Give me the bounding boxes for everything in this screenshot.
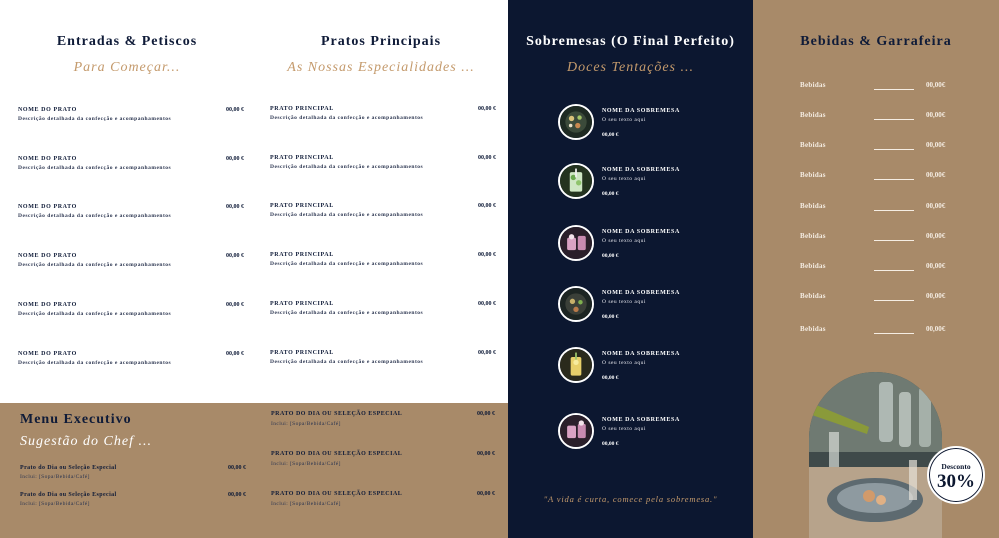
pink-dessert-icon	[558, 225, 594, 261]
drink-price: 00,00€	[926, 292, 946, 300]
drink-divider	[874, 240, 914, 241]
dessert-price: 00,00 €	[602, 191, 619, 197]
item-name: PRATO PRINCIPAL	[270, 203, 334, 209]
dessert-text: O seu texto aqui	[602, 360, 646, 366]
special-item	[271, 411, 495, 427]
dessert-text: O seu texto aqui	[602, 176, 646, 182]
item-name: PRATO PRINCIPAL	[270, 252, 334, 258]
sobremesas-subtitle: Doces Tentações ...	[567, 60, 694, 75]
menu-item	[270, 301, 496, 316]
menu-item	[270, 106, 496, 121]
drink-item	[800, 262, 950, 274]
drink-item	[800, 325, 950, 337]
drink-divider	[874, 270, 914, 271]
item-price: 00,00 €	[226, 204, 244, 210]
drink-price: 00,00€	[926, 111, 946, 119]
dessert-plate-icon	[558, 104, 594, 140]
dessert-price: 00,00 €	[602, 375, 619, 381]
menu-item	[18, 253, 244, 268]
special-item-price: 00,00 €	[477, 451, 495, 457]
executivo-item-name: Prato do Dia ou Seleção Especial	[20, 465, 117, 471]
executivo-item-name: Prato do Dia ou Seleção Especial	[20, 492, 117, 498]
dessert-item	[558, 225, 738, 265]
dessert-quote: "A vida é curta, comece pela sobremesa."	[543, 494, 718, 504]
drink-item	[800, 232, 950, 244]
item-description: Descrição detalhada da confecção e acompanhamentos	[18, 360, 172, 366]
pink-dessert-icon	[558, 413, 594, 449]
dessert-plate-icon	[558, 286, 594, 322]
drink-divider	[874, 89, 914, 90]
pratos-title: Pratos Principais	[320, 34, 442, 49]
dessert-text: O seu texto aqui	[602, 426, 646, 432]
executivo-item-includes: Inclui: [Sopa/Bebida/Café]	[20, 501, 90, 507]
dessert-name: NOME DA SOBREMESA	[602, 290, 680, 296]
drink-price: 00,00€	[926, 81, 946, 89]
menu-item	[18, 156, 244, 171]
drink-label: Bebidas	[800, 325, 826, 333]
entradas-section	[0, 0, 254, 403]
drink-label: Bebidas	[800, 141, 826, 149]
drink-item	[800, 292, 950, 304]
drink-label: Bebidas	[800, 171, 826, 179]
special-item-includes: Inclui: [Sopa/Bebida/Café]	[271, 461, 341, 467]
item-price: 00,00 €	[478, 252, 496, 258]
dessert-text: O seu texto aqui	[602, 238, 646, 244]
item-price: 00,00 €	[226, 351, 244, 357]
item-description: Descrição detalhada da confecção e acompanhamentos	[18, 165, 172, 171]
drink-price: 00,00€	[926, 325, 946, 333]
item-description: Descrição detalhada da confecção e acompanhamentos	[270, 310, 424, 316]
item-description: Descrição detalhada da confecção e acompanhamentos	[18, 116, 172, 122]
entradas-title: Entradas & Petiscos	[56, 34, 198, 49]
menu-item	[270, 203, 496, 218]
item-name: NOME DO PRATO	[18, 253, 77, 259]
drink-price: 00,00€	[926, 232, 946, 240]
special-item-name: PRATO DO DIA OU SELEÇÃO ESPECIAL	[271, 491, 403, 497]
dessert-name: NOME DA SOBREMESA	[602, 417, 680, 423]
dessert-text: O seu texto aqui	[602, 299, 646, 305]
bebidas-section	[753, 0, 999, 538]
drink-divider	[874, 119, 914, 120]
item-name: PRATO PRINCIPAL	[270, 106, 334, 112]
special-item-price: 00,00 €	[477, 411, 495, 417]
dessert-name: NOME DA SOBREMESA	[602, 108, 680, 114]
drink-label: Bebidas	[800, 232, 826, 240]
executivo-item	[20, 465, 246, 480]
drink-item	[800, 171, 950, 183]
menu-item	[18, 107, 244, 122]
item-price: 00,00 €	[478, 301, 496, 307]
item-price: 00,00 €	[226, 156, 244, 162]
drink-item	[800, 141, 950, 153]
executivo-item-price: 00,00 €	[228, 492, 246, 498]
dessert-price: 00,00 €	[602, 314, 619, 320]
drink-label: Bebidas	[800, 81, 826, 89]
item-description: Descrição detalhada da confecção e acompanhamentos	[270, 261, 424, 267]
item-name: NOME DO PRATO	[18, 107, 77, 113]
menu-item	[270, 252, 496, 267]
dessert-text: O seu texto aqui	[602, 117, 646, 123]
menu-item	[18, 204, 244, 219]
drink-label: Bebidas	[800, 292, 826, 300]
sobremesas-title: Sobremesas (O Final Perfeito)	[526, 34, 735, 49]
item-name: NOME DO PRATO	[18, 351, 77, 357]
special-item-price: 00,00 €	[477, 491, 495, 497]
item-description: Descrição detalhada da confecção e acompanhamentos	[18, 262, 172, 268]
special-item	[271, 451, 495, 467]
item-price: 00,00 €	[478, 155, 496, 161]
item-description: Descrição detalhada da confecção e acompanhamentos	[18, 213, 172, 219]
drink-price: 00,00€	[926, 141, 946, 149]
dessert-item	[558, 347, 738, 387]
menu-item	[270, 155, 496, 170]
menu-item	[18, 351, 244, 366]
drink-divider	[874, 179, 914, 180]
discount-label: Desconto	[941, 462, 971, 471]
drink-label: Bebidas	[800, 262, 826, 270]
item-name: PRATO PRINCIPAL	[270, 301, 334, 307]
item-description: Descrição detalhada da confecção e acompanhamentos	[18, 311, 172, 317]
dessert-name: NOME DA SOBREMESA	[602, 229, 680, 235]
item-name: NOME DO PRATO	[18, 302, 77, 308]
dessert-price: 00,00 €	[602, 441, 619, 447]
item-price: 00,00 €	[226, 302, 244, 308]
bebidas-title: Bebidas & Garrafeira	[800, 34, 952, 49]
drink-divider	[874, 210, 914, 211]
item-price: 00,00 €	[226, 107, 244, 113]
executivo-item-price: 00,00 €	[228, 465, 246, 471]
special-item-includes: Inclui: [Sopa/Bebida/Café]	[271, 501, 341, 507]
executivo-title: Menu Executivo	[20, 412, 132, 427]
dessert-item	[558, 163, 738, 203]
item-description: Descrição detalhada da confecção e acompanhamentos	[270, 115, 424, 121]
item-name: PRATO PRINCIPAL	[270, 155, 334, 161]
drink-item	[800, 202, 950, 214]
discount-value: 30%	[937, 471, 975, 492]
drink-divider	[874, 300, 914, 301]
dessert-name: NOME DA SOBREMESA	[602, 167, 680, 173]
pratos-subtitle: As Nossas Especialidades ...	[287, 60, 475, 75]
pratos-section	[254, 0, 508, 403]
item-price: 00,00 €	[226, 253, 244, 259]
drink-price: 00,00€	[926, 171, 946, 179]
special-item	[271, 491, 495, 507]
lemon-drink-icon	[558, 347, 594, 383]
drink-price: 00,00€	[926, 202, 946, 210]
entradas-subtitle: Para Começar...	[73, 60, 181, 75]
menu-item	[18, 302, 244, 317]
drink-divider	[874, 149, 914, 150]
executivo-item	[20, 492, 246, 507]
menu-item	[270, 350, 496, 365]
drink-divider	[874, 333, 914, 334]
item-name: NOME DO PRATO	[18, 156, 77, 162]
item-name: NOME DO PRATO	[18, 204, 77, 210]
special-item-includes: Inclui: [Sopa/Bebida/Café]	[271, 421, 341, 427]
drink-price: 00,00€	[926, 262, 946, 270]
dessert-item	[558, 104, 738, 144]
item-description: Descrição detalhada da confecção e acompanhamentos	[270, 212, 424, 218]
item-name: PRATO PRINCIPAL	[270, 350, 334, 356]
mojito-glass-icon	[558, 163, 594, 199]
sobremesas-section	[508, 0, 753, 538]
dessert-item	[558, 286, 738, 326]
drink-label: Bebidas	[800, 111, 826, 119]
dessert-name: NOME DA SOBREMESA	[602, 351, 680, 357]
drink-label: Bebidas	[800, 202, 826, 210]
executivo-section	[0, 403, 508, 538]
dessert-price: 00,00 €	[602, 132, 619, 138]
drink-item	[800, 111, 950, 123]
dessert-price: 00,00 €	[602, 253, 619, 259]
item-description: Descrição detalhada da confecção e acompanhamentos	[270, 164, 424, 170]
special-item-name: PRATO DO DIA OU SELEÇÃO ESPECIAL	[271, 411, 403, 417]
item-price: 00,00 €	[478, 203, 496, 209]
drink-item	[800, 81, 950, 93]
item-description: Descrição detalhada da confecção e acompanhamentos	[270, 359, 424, 365]
discount-badge	[927, 446, 985, 504]
special-item-name: PRATO DO DIA OU SELEÇÃO ESPECIAL	[271, 451, 403, 457]
executivo-item-includes: Inclui: [Sopa/Bebida/Café]	[20, 474, 90, 480]
dessert-item	[558, 413, 738, 453]
item-price: 00,00 €	[478, 106, 496, 112]
executivo-subtitle: Sugestão do Chef ...	[20, 434, 152, 449]
item-price: 00,00 €	[478, 350, 496, 356]
restaurant-photo	[809, 372, 942, 538]
